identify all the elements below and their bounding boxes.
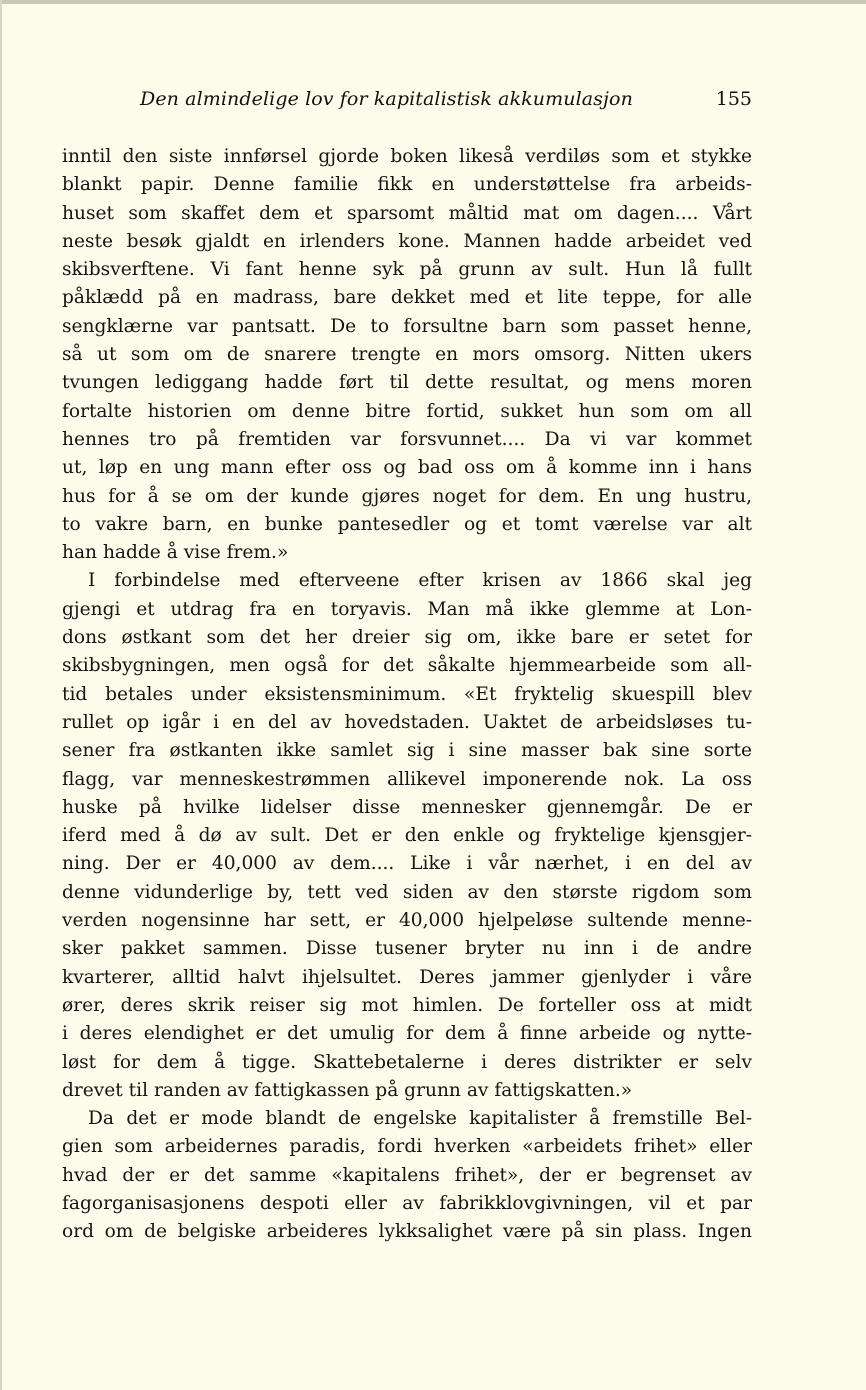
text-line: så ut som om de snarere trengte en mors omsorg. Nitten ukers [62,344,752,366]
text-line: neste besøk gjaldt en irlenders kone. Mannen hadde arbeidet ved [62,230,752,252]
text-line: skibsbygningen, men også for det såkalte hjemmearbeide som all- [62,655,752,677]
text-line: flagg, var menneskestrømmen allikevel imponerende nok. La oss [62,768,752,790]
running-title: Den almindelige lov for kapitalistisk akkumulasjon [140,88,633,110]
text-line: hus for å se om der kunde gjøres noget for dem. En ung hustru, [62,485,752,507]
text-line: I forbindelse med efterveene efter krisen av 1866 skal jeg [88,570,752,592]
text-line: huske på hvilke lidelser disse mennesker gjennemgår. De er [62,796,752,818]
page-number: 155 [715,88,752,110]
text-line: verden nogensinne har sett, er 40,000 hjelpeløse sultende menne- [62,910,752,932]
text-line: fagorganisasjonens despoti eller av fabrikklovgivningen, vil et par [62,1192,752,1214]
text-line: skibsverftene. Vi fant henne syk på grunn av sult. Hun lå fullt [62,259,752,281]
text-line: tvungen lediggang hadde ført til dette resultat, og mens moren [62,372,752,394]
text-line: sker pakket sammen. Disse tusener bryter nu inn i de andre [62,938,752,960]
text-line: ut, løp en ung mann efter oss og bad oss om å komme inn i hans [62,457,752,479]
text-line: sener fra østkanten ikke samlet sig i sine masser bak sine sorte [62,740,752,762]
text-line: Da det er mode blandt de engelske kapitalister å fremstille Bel- [88,1108,752,1130]
text-line: ord om de belgiske arbeideres lykksalighet være på sin plass. Ingen [62,1221,752,1243]
text-line: denne vidunderlige by, tett ved siden av den største rigdom som [62,881,752,903]
text-line: tid betales under eksistensminimum. «Et fryktelig skuespill blev [62,683,752,705]
text-line: gjengi et utdrag fra en toryavis. Man må ikke glemme at Lon- [62,598,752,620]
text-line: påklædd på en madrass, bare dekket med et lite teppe, for alle [62,287,752,309]
text-line: to vakre barn, en bunke pantesedler og et tomt værelse var alt [62,513,752,535]
text-line: sengklærne var pantsatt. De to forsultne barn som passet henne, [62,315,752,337]
text-line: hennes tro på fremtiden var forsvunnet.... Da vi var kommet [62,428,752,450]
page-top-edge [2,0,866,4]
text-line: kvarterer, alltid halvt ihjelsultet. Deres jammer gjenlyder i våre [62,966,752,988]
text-line: blankt papir. Denne familie fikk en understøttelse fra arbeids- [62,174,752,196]
text-line: rullet op igår i en del av hovedstaden. Uaktet de arbeidsløses tu- [62,711,752,733]
text-line: iferd med å dø av sult. Det er den enkle og fryktelige kjensgjer- [62,825,752,847]
text-line: drevet til randen av fattigkassen på grunn av fattigskatten.» [62,1079,633,1101]
text-line: i deres elendighet er det umulig for dem å finne arbeide og nytte- [62,1023,752,1045]
text-line: ning. Der er 40,000 av dem.... Like i vår nærhet, i en del av [62,853,752,875]
page-header [140,88,752,116]
text-line: huset som skaffet dem et sparsomt måltid mat om dagen.... Vårt [62,202,752,224]
text-line: inntil den siste innførsel gjorde boken likeså verdiløs som et stykke [62,146,752,167]
body-text [62,143,752,1247]
text-line: ører, deres skrik reiser sig mot himlen. De forteller oss at midt [62,994,752,1016]
text-line: hvad der er det samme «kapitalens frihet», der er begrenset av [62,1164,752,1186]
text-line: han hadde å vise frem.» [62,542,289,564]
text-line: løst for dem å tigge. Skattebetalerne i deres distrikter er selv [62,1051,752,1073]
text-line: fortalte historien om denne bitre fortid, sukket hun som om all [62,400,752,422]
text-line: gien som arbeidernes paradis, fordi hverken «arbeidets frihet» eller [62,1136,752,1158]
text-line: dons østkant som det her dreier sig om, ikke bare er setet for [62,627,752,649]
